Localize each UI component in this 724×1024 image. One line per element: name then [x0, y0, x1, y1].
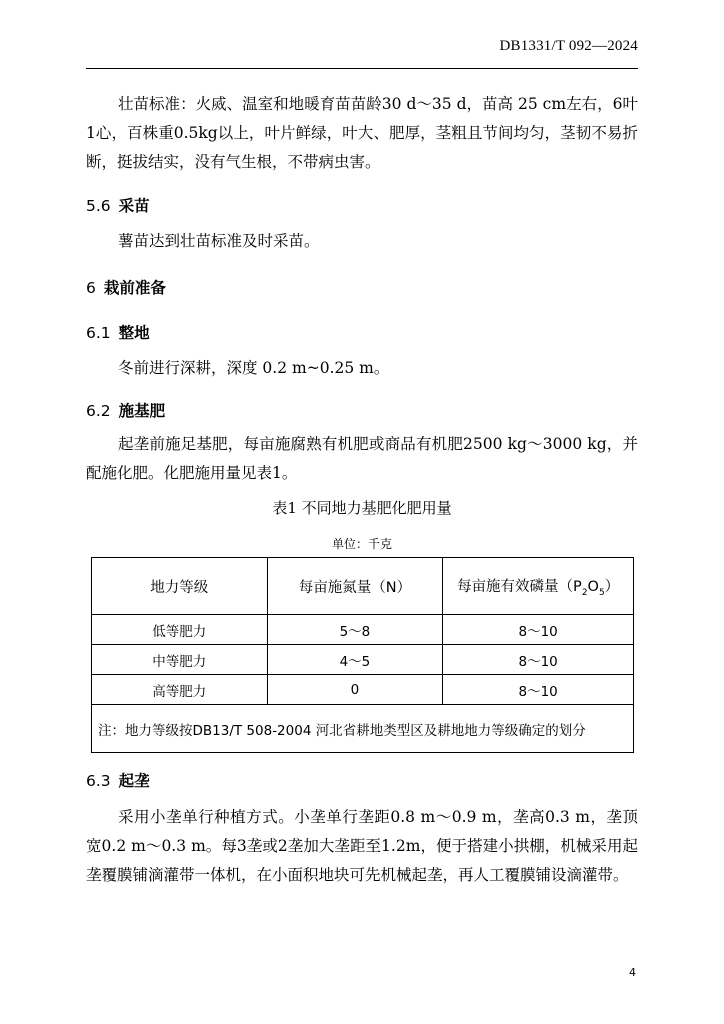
header-p-sub1: 2 — [581, 587, 588, 598]
section-title: 整地 — [118, 324, 150, 342]
table-row — [92, 675, 634, 705]
section-heading-6 — [86, 276, 166, 298]
page-number: 4 — [629, 966, 636, 979]
section-title: 施基肥 — [118, 402, 166, 420]
table-caption: 表1 不同地力基肥化肥用量 — [272, 499, 452, 517]
cell-level: 中等肥力 — [92, 645, 268, 675]
paragraph-6-2: 起垄前施足基肥，每亩施腐熟有机肥或商品有机肥2500 kg～3000 kg，并配施化肥。化肥施用量见表1。 — [86, 435, 638, 482]
paragraph-6-1: 冬前进行深耕，深度 0.2 m~0.25 m。 — [118, 359, 390, 377]
paragraph-6-3: 采用小垄单行种植方式。小垄单行垄距0.8 m～0.9 m，垄高0.3 m，垄顶宽0.2 m～0.3 m。每3垄或2垄加大垄距至1.2m，便于搭建小拱棚，机械采用起垄覆膜铺滴灌带一体机，在小面积地块可先机械起垄，再人工覆膜铺设滴灌带。 — [86, 808, 638, 884]
table-unit: 单位：千克 — [331, 537, 392, 551]
table-note-row — [92, 705, 634, 753]
cell-phosphorus: 8～10 — [443, 645, 634, 675]
cell-level: 低等肥力 — [92, 615, 268, 645]
paragraph-5-6: 薯苗达到壮苗标准及时采苗。 — [118, 232, 320, 250]
table-row — [92, 645, 634, 675]
fertilizer-table — [91, 557, 634, 753]
cell-nitrogen: 0 — [267, 675, 443, 705]
header-phosphorus-per-mu — [443, 558, 634, 615]
section-heading-5-6 — [86, 194, 150, 216]
section-heading-6-1 — [86, 321, 150, 343]
cell-nitrogen: 4～5 — [267, 645, 443, 675]
header-rule — [86, 68, 638, 69]
table-header-row — [92, 558, 634, 615]
cell-nitrogen: 5～8 — [267, 615, 443, 645]
section-number: 6.3 — [86, 772, 111, 790]
section-number: 6.2 — [86, 402, 111, 420]
section-heading-6-3 — [86, 769, 150, 791]
table-row — [92, 615, 634, 645]
section-number: 6 — [86, 279, 96, 297]
section-heading-6-2 — [86, 399, 165, 421]
document-id: DB1331/T 092—2024 — [499, 38, 638, 54]
header-p-pre: 每亩施有效磷量（P — [457, 578, 582, 595]
cell-phosphorus: 8～10 — [443, 675, 634, 705]
seedling-standard-paragraph: 壮苗标准：火烕、温室和地暖育苗苗龄30 d～35 d，苗高 25 cm左右，6叶1心，百株重0.5kg以上，叶片鲜绿，叶大、肥厚，茎粗且节间均匀，茎韧不易折断，挺拔结实，没有气生根，不带病虫害。 — [86, 95, 638, 171]
section-title: 栽前准备 — [103, 279, 166, 297]
header-p-post: ） — [604, 578, 620, 595]
header-nitrogen-per-mu: 每亩施氮量（N） — [267, 558, 443, 615]
header-p-sub2: 5 — [598, 587, 605, 598]
section-number: 5.6 — [86, 197, 111, 215]
header-soil-fertility-grade: 地力等级 — [92, 558, 268, 615]
cell-level: 高等肥力 — [92, 675, 268, 705]
cell-phosphorus: 8～10 — [443, 615, 634, 645]
table-note: 注：地力等级按DB13/T 508-2004 河北省耕地类型区及耕地地力等级确定的划分 — [92, 705, 634, 753]
section-title: 起垄 — [118, 772, 150, 790]
header-p-mid: O — [587, 578, 599, 595]
section-number: 6.1 — [86, 324, 111, 342]
section-title: 采苗 — [118, 197, 150, 215]
